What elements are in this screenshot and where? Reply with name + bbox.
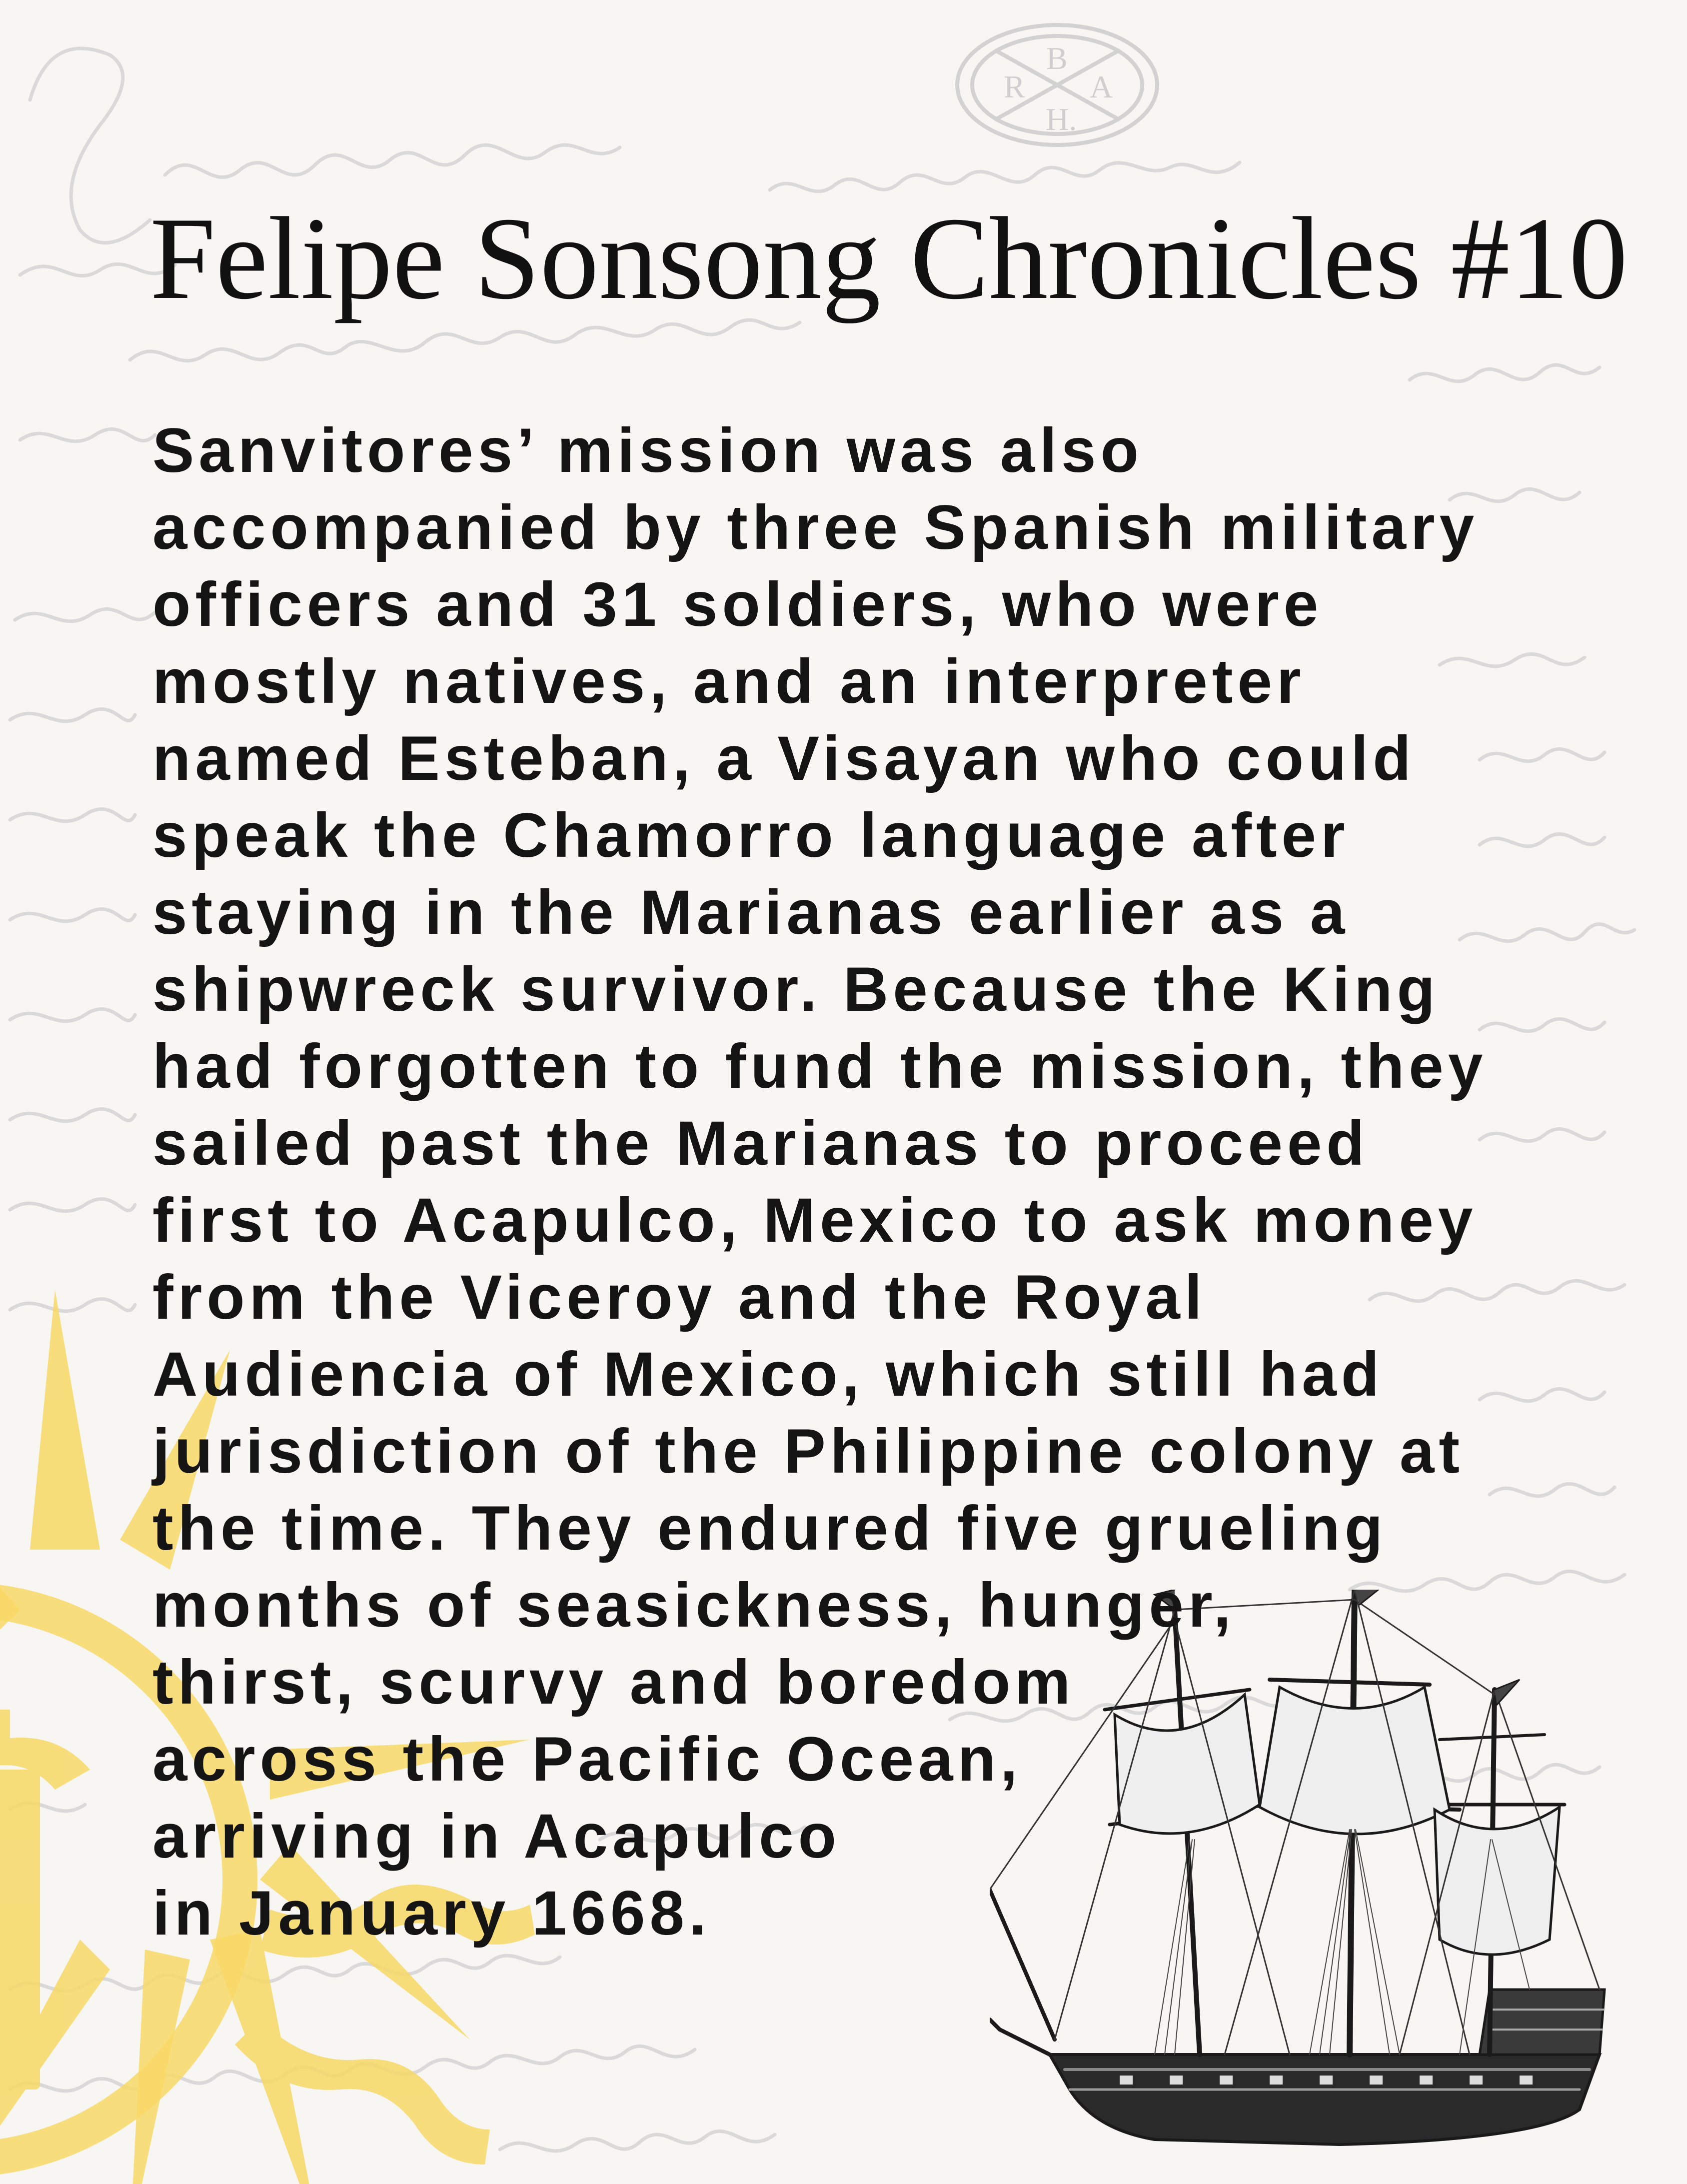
body-line: months of seasickness, hunger, [152,1571,1236,1640]
svg-text:H.: H. [1046,101,1077,137]
body-line: Audiencia of Mexico, which still had [152,1340,1384,1409]
body-line: shipwreck survivor. Because the King [152,955,1440,1024]
body-line: Sanvitores’ mission was also [152,416,1143,485]
body-line: jurisdiction of the Philippine colony at [152,1417,1464,1486]
svg-text:B: B [1046,40,1068,76]
seal-stamp [940,10,1175,160]
body-line: speak the Chamorro language after [152,801,1350,870]
body-line: officers and 31 soldiers, who were [152,570,1323,639]
body-line: the time. They endured five grueling [152,1494,1388,1563]
body-line: across the Pacific Ocean, [152,1725,1022,1794]
chronicle-body-text [152,412,1622,1952]
body-line: in January 1668. [152,1879,711,1948]
svg-text:R: R [1004,69,1025,104]
body-line: thirst, scurvy and boredom [152,1648,1075,1717]
body-line: had forgotten to fund the mission, they [152,1032,1488,1101]
body-line: staying in the Marianas earlier as a [152,878,1350,947]
body-line: sailed past the Marianas to proceed [152,1109,1369,1178]
body-line: accompanied by three Spanish military [152,493,1479,562]
body-line: mostly natives, and an interpreter [152,647,1306,716]
body-line: first to Acapulco, Mexico to ask money [152,1186,1478,1255]
body-line: from the Viceroy and the Royal [152,1263,1207,1332]
page-title: Felipe Sonsong Chronicles #10 [150,193,1628,324]
svg-text:A: A [1090,69,1113,104]
body-line: arriving in Acapulco [152,1802,841,1871]
body-line: named Esteban, a Visayan who could [152,724,1416,793]
